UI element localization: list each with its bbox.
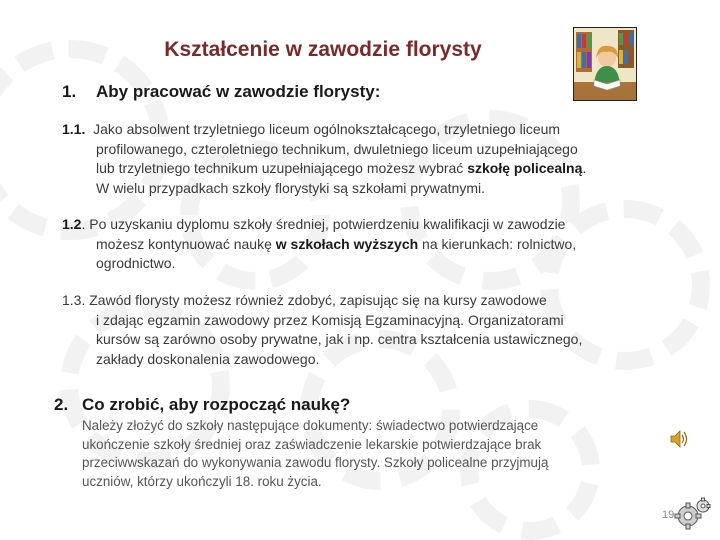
paragraph-1-3	[62, 291, 682, 369]
paragraph-1-1-line: Jako absolwent trzyletniego liceum ogólnokształcącego, trzyletniego liceum	[93, 121, 561, 137]
paragraph-1-3-line: zakłady doskonalenia zawodowego.	[96, 350, 320, 367]
enrollment-note-line: uczniów, którzy ukończyli 18. roku życia.	[82, 473, 322, 489]
paragraph-1-2-line: ogrodnictwo.	[96, 255, 176, 271]
paragraph-1-1-bold: szkołę policealną	[467, 160, 583, 176]
page-number: 19	[662, 509, 675, 521]
enrollment-note-line: przeciwwskazań do wykonywania zawodu florysty. Szkoły policealne przyjmują	[82, 455, 549, 470]
section-2-heading	[54, 395, 350, 415]
student-reading-picture	[573, 27, 637, 101]
paragraph-1-3-line: 1.3. Zawód florysty możesz również zdobyć, zapisując się na kursy zawodowe	[62, 292, 547, 308]
section-1-number: 1.	[62, 82, 77, 101]
gear-icon[interactable]	[672, 496, 712, 532]
speaker-icon[interactable]	[668, 428, 690, 450]
enrollment-note	[82, 417, 642, 491]
paragraph-1-2-bold: w szkołach wyższych	[275, 235, 419, 252]
paragraph-1-3-line: kursów są zarówno osoby prywatne, jak i np. centra kształcenia ustawicznego,	[96, 331, 583, 347]
paragraph-1-1-line: W wielu przypadkach szkoły florystyki są szkołami prywatnymi.	[96, 179, 485, 196]
paragraph-1-1-line: profilowanego, czteroletniego technikum, dwuletniego liceum uzupełniającego	[96, 140, 578, 157]
paragraph-1-2-number: 1.2	[62, 216, 82, 232]
enrollment-note-line: ukończenie szkoły średniej oraz zaświadczenie lekarskie potwierdzające brak	[82, 436, 542, 452]
slide-title: Kształcenie w zawodzie florysty	[164, 38, 482, 61]
enrollment-note-line: Należy złożyć do szkoły następujące dokumenty: świadectwo potwierdzające	[82, 418, 539, 433]
paragraph-1-2-line: możesz kontynuować naukę	[96, 235, 276, 252]
section-1-heading	[62, 82, 380, 102]
student-reading-icon	[574, 28, 636, 100]
paragraph-1-3-line: i zdając egzamin zawodowy przez Komisją Egzaminacyjną. Organizatorami	[96, 311, 564, 328]
paragraph-1-1-line-end: .	[582, 160, 587, 176]
paragraph-1-2	[62, 215, 682, 274]
paragraph-1-2-line: . Po uzyskaniu dyplomu szkoły średniej, potwierdzeniu kwalifikacji w zawodzie	[81, 216, 566, 232]
paragraph-1-1-number: 1.1.	[62, 121, 86, 137]
paragraph-1-1-line: lub trzyletniego technikum uzupełniającego możesz wybrać	[96, 160, 468, 176]
paragraph-1-1	[62, 120, 682, 198]
section-2-heading-text: Co zrobić, aby rozpocząć naukę?	[82, 395, 351, 414]
section-1-heading-text: Aby pracować w zawodzie florysty:	[96, 82, 381, 101]
paragraph-1-2-line-end: na kierunkach: rolnictwo,	[418, 235, 577, 252]
section-2-number: 2.	[54, 395, 69, 414]
